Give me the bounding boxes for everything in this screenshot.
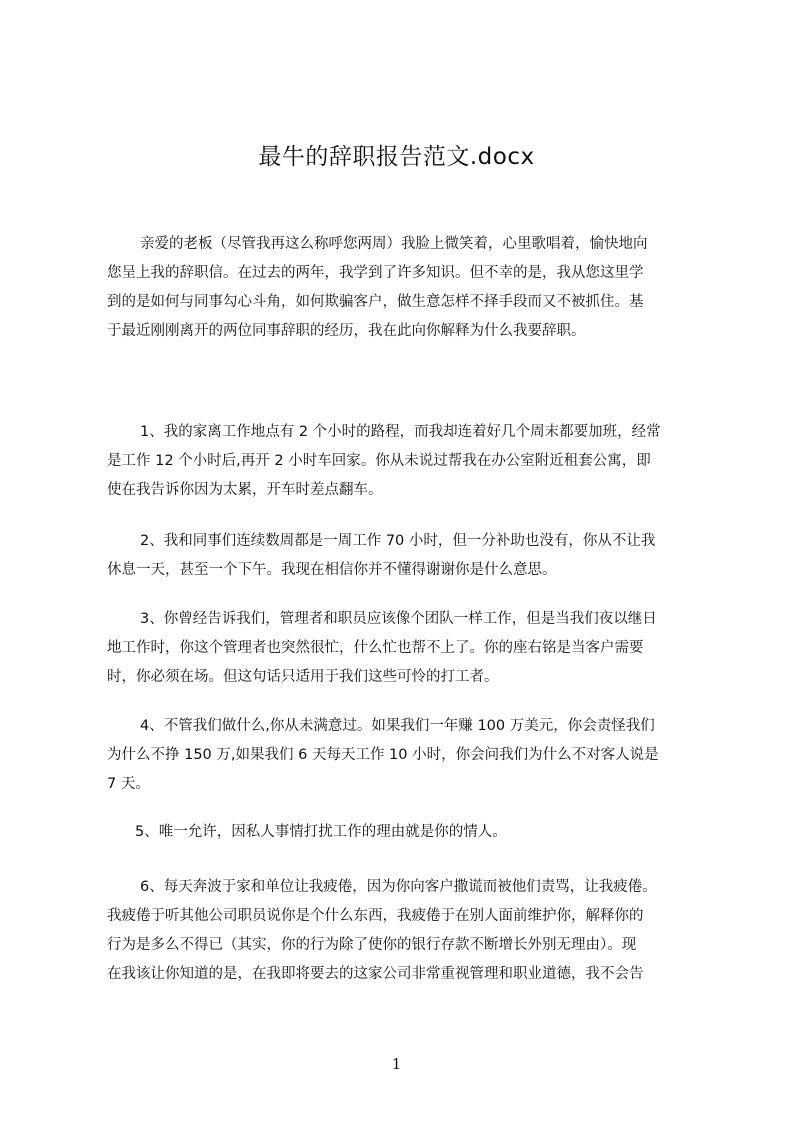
paragraph-reason-2 [107, 527, 707, 585]
paragraph-line: 2、我和同事们连续数周都是一周工作 70 小时，但一分补助也没有，你从不让我 [140, 533, 656, 549]
paragraph-line: 亲爱的老板（尽管我再这么称呼您两周）我脸上微笑着，心里歌唱着，愉快地向 [140, 236, 648, 252]
paragraph-line: 到的是如何与同事勾心斗角，如何欺骗客户，做生意怎样不择手段而又不被抓住。基 [107, 294, 644, 310]
paragraph-line: 在我该让你知道的是，在我即将要去的这家公司非常重视管理和职业道德，我不会告 [107, 966, 644, 982]
paragraph-line: 您呈上我的辞职信。在过去的两年，我学到了许多知识。但不幸的是，我从您这里学 [107, 265, 644, 281]
paragraph-line: 时，你必须在场。但这句话只适用于我们这些可怜的打工者。 [107, 669, 499, 685]
paragraph-line: 我疲倦于听其他公司职员说你是个什么东西，我疲倦于在别人面前维护你，解释你的 [107, 908, 644, 924]
paragraph-reason-1 [107, 418, 707, 505]
paragraph-line: 6、每天奔波于家和单位让我疲倦，因为你向客户撒谎而被他们责骂，让我疲倦。 [140, 879, 657, 895]
paragraph-line: 是工作 12 个小时后,再开 2 小时车回家。你从未说过帮我在办公室附近租套公寓，即 [107, 453, 651, 469]
paragraph-reason-6 [107, 873, 707, 989]
paragraph-line: 为什么不挣 150 万,如果我们 6 天每天工作 10 小时，你会问我们为什么不对客人说是 [107, 747, 659, 763]
paragraph-line: 使在我告诉你因为太累，开车时差点翻车。 [107, 482, 383, 498]
paragraph-line: 休息一天，甚至一个下午。我现在相信你并不懂得谢谢你是什么意思。 [107, 562, 557, 578]
paragraph-line: 地工作时，你这个管理者也突然很忙，什么忙也帮不上了。你的座右铭是当客户需要 [107, 640, 644, 656]
paragraph-line: 7 天。 [107, 776, 150, 792]
paragraph-intro [107, 230, 707, 346]
paragraph-reason-4 [107, 712, 707, 799]
paragraph-line: 3、你曾经告诉我们，管理者和职员应该像个团队一样工作，但是当我们夜以继日 [140, 611, 657, 627]
paragraph-line: 5、唯一允许，因私人事情打扰工作的理由就是你的情人。 [135, 824, 507, 840]
paragraph-line: 4、不管我们做什么,你从未满意过。如果我们一年赚 100 万美元，你会责怪我们 [140, 718, 655, 734]
paragraph-reason-3 [107, 605, 707, 692]
paragraph-line: 于最近刚刚离开的两位同事辞职的经历，我在此向你解释为什么我要辞职。 [107, 323, 586, 339]
paragraph-reason-5 [107, 818, 707, 847]
paragraph-line: 1、我的家离工作地点有 2 个小时的路程，而我却连着好几个周末都要加班，经常 [140, 424, 661, 440]
page-number: 1 [391, 1055, 402, 1073]
paragraph-line: 行为是多么不得已（其实，你的行为除了使你的银行存款不断增长外别无理由）。现 [107, 937, 637, 953]
document-title: 最牛的辞职报告范文.docx [258, 144, 535, 170]
